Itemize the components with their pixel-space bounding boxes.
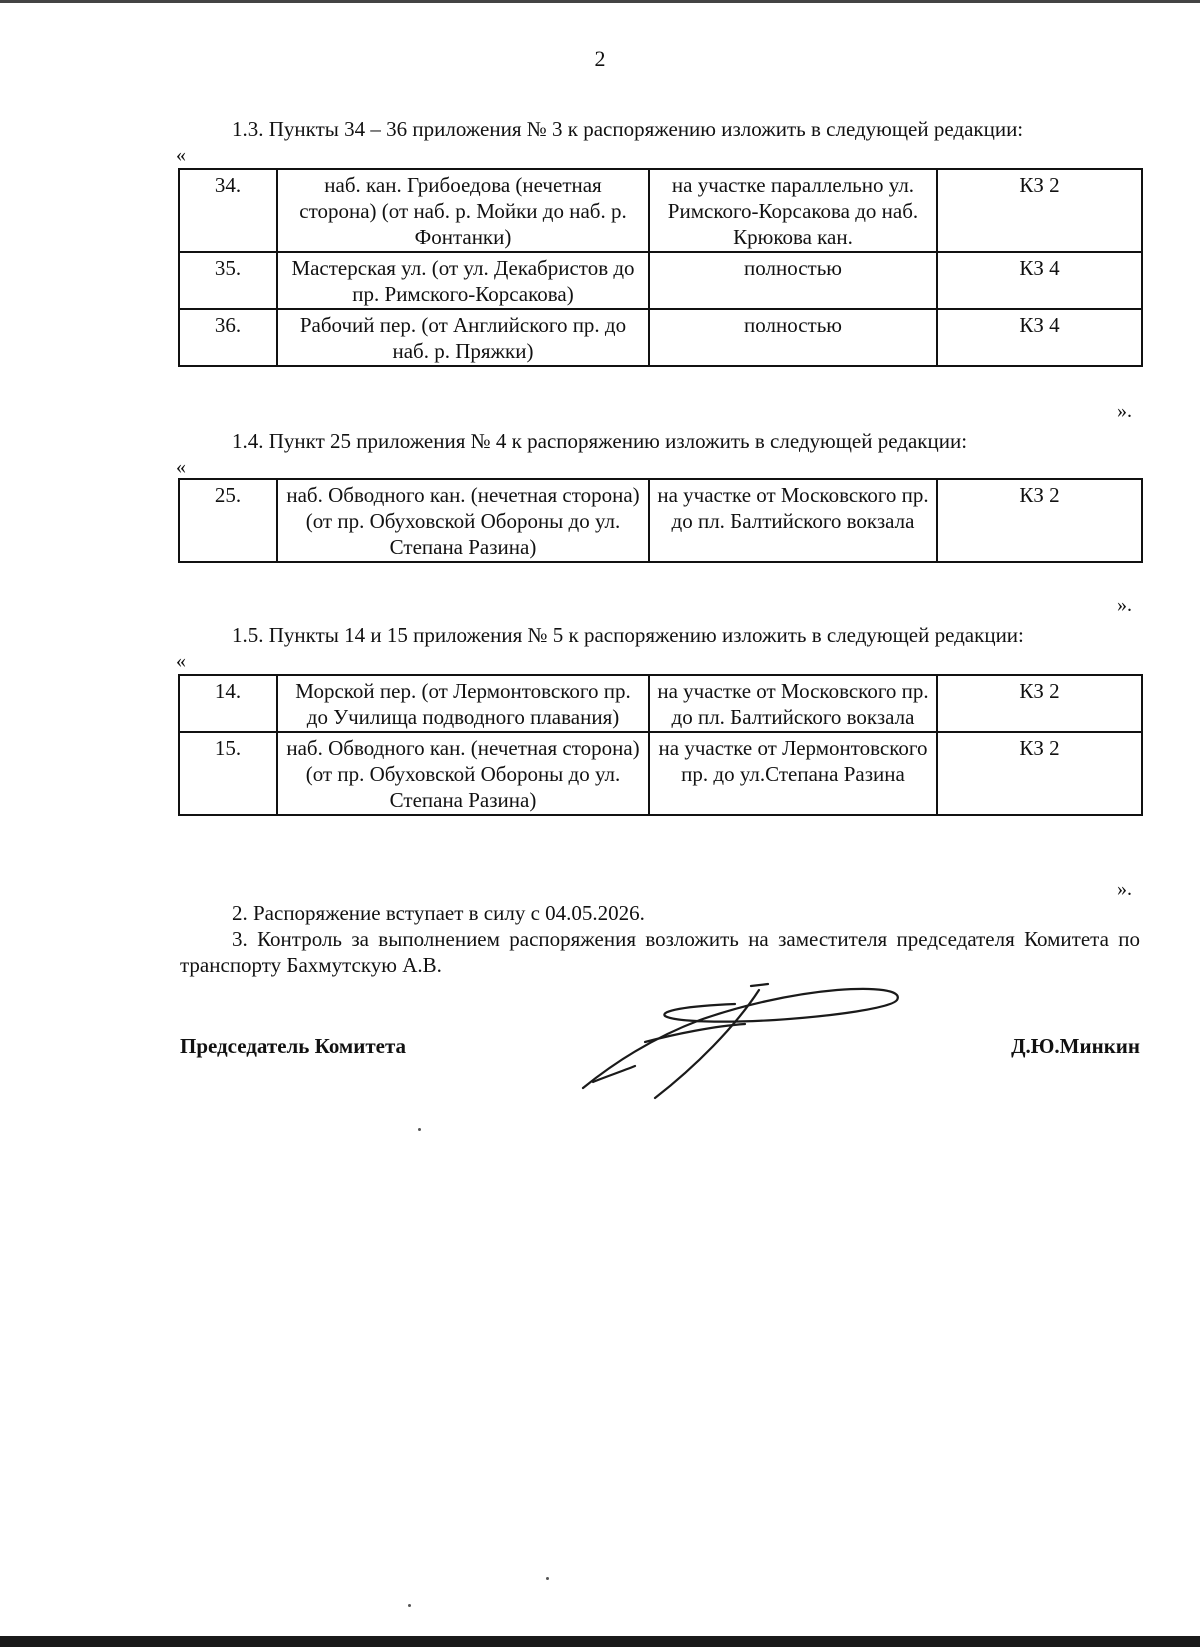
row-number: 36. [179,309,277,366]
scan-top-edge [0,0,1200,3]
area-cell: на участке параллельно ул. Римского-Корсакова до наб. Крюкова кан. [649,169,937,252]
table-row [179,732,1142,815]
street-cell: наб. кан. Грибоедова (нечетная сторона) (от наб. р. Мойки до наб. р. Фонтанки) [277,169,649,252]
area-cell: полностью [649,252,937,309]
area-cell: на участке от Московского пр. до пл. Балтийского вокзала [649,675,937,732]
row-number: 35. [179,252,277,309]
close-quote: ». [1117,400,1132,422]
scan-speck [408,1604,411,1607]
close-quote: ». [1117,594,1132,616]
signatory-title: Председатель Комитета [180,1034,407,1058]
table-row [179,675,1142,732]
clause-3: 3. Контроль за выполнением распоряжения возложить на заместителя председателя Комитета по транспорту Бахмутскую А.В. [180,927,1140,977]
open-quote: « [176,650,186,672]
street-cell: наб. Обводного кан. (нечетная сторона) (от пр. Обуховской Обороны до ул. Степана Разина) [277,732,649,815]
zone-cell: КЗ 2 [937,732,1142,815]
table-row [179,169,1142,252]
row-number: 34. [179,169,277,252]
section-1-4-table [178,478,1143,563]
page-number: 2 [594,46,606,71]
zone-cell: КЗ 4 [937,309,1142,366]
signatory-name: Д.Ю.Минкин [1011,1034,1140,1058]
scan-speck [546,1577,549,1580]
table-row [179,309,1142,366]
section-1-5-table [178,674,1143,816]
street-cell: Рабочий пер. (от Английского пр. до наб. р. Пряжки) [277,309,649,366]
street-cell: Морской пер. (от Лермонтовского пр. до Училища подводного плавания) [277,675,649,732]
clause-2: 2. Распоряжение вступает в силу с 04.05.2026. [232,901,645,925]
close-quote: ». [1117,878,1132,900]
zone-cell: КЗ 2 [937,169,1142,252]
scan-bottom-edge [0,1636,1200,1647]
handwritten-signature [575,982,910,1102]
row-number: 14. [179,675,277,732]
street-cell: наб. Обводного кан. (нечетная сторона) (от пр. Обуховской Обороны до ул. Степана Разина) [277,479,649,562]
table-row [179,479,1142,562]
zone-cell: КЗ 2 [937,479,1142,562]
row-number: 15. [179,732,277,815]
area-cell: на участке от Московского пр. до пл. Балтийского вокзала [649,479,937,562]
section-1-5-heading: 1.5. Пункты 14 и 15 приложения № 5 к распоряжению изложить в следующей редакции: [232,623,1024,647]
street-cell: Мастерская ул. (от ул. Декабристов до пр. Римского-Корсакова) [277,252,649,309]
open-quote: « [176,144,186,166]
zone-cell: КЗ 4 [937,252,1142,309]
row-number: 25. [179,479,277,562]
table-row [179,252,1142,309]
section-1-3-table [178,168,1143,367]
area-cell: полностью [649,309,937,366]
area-cell: на участке от Лермонтовского пр. до ул.Степана Разина [649,732,937,815]
open-quote: « [176,456,186,478]
section-1-3-heading: 1.3. Пункты 34 – 36 приложения № 3 к распоряжению изложить в следующей редакции: [232,117,1024,141]
scan-speck [418,1128,421,1131]
zone-cell: КЗ 2 [937,675,1142,732]
section-1-4-heading: 1.4. Пункт 25 приложения № 4 к распоряжению изложить в следующей редакции: [232,429,968,453]
